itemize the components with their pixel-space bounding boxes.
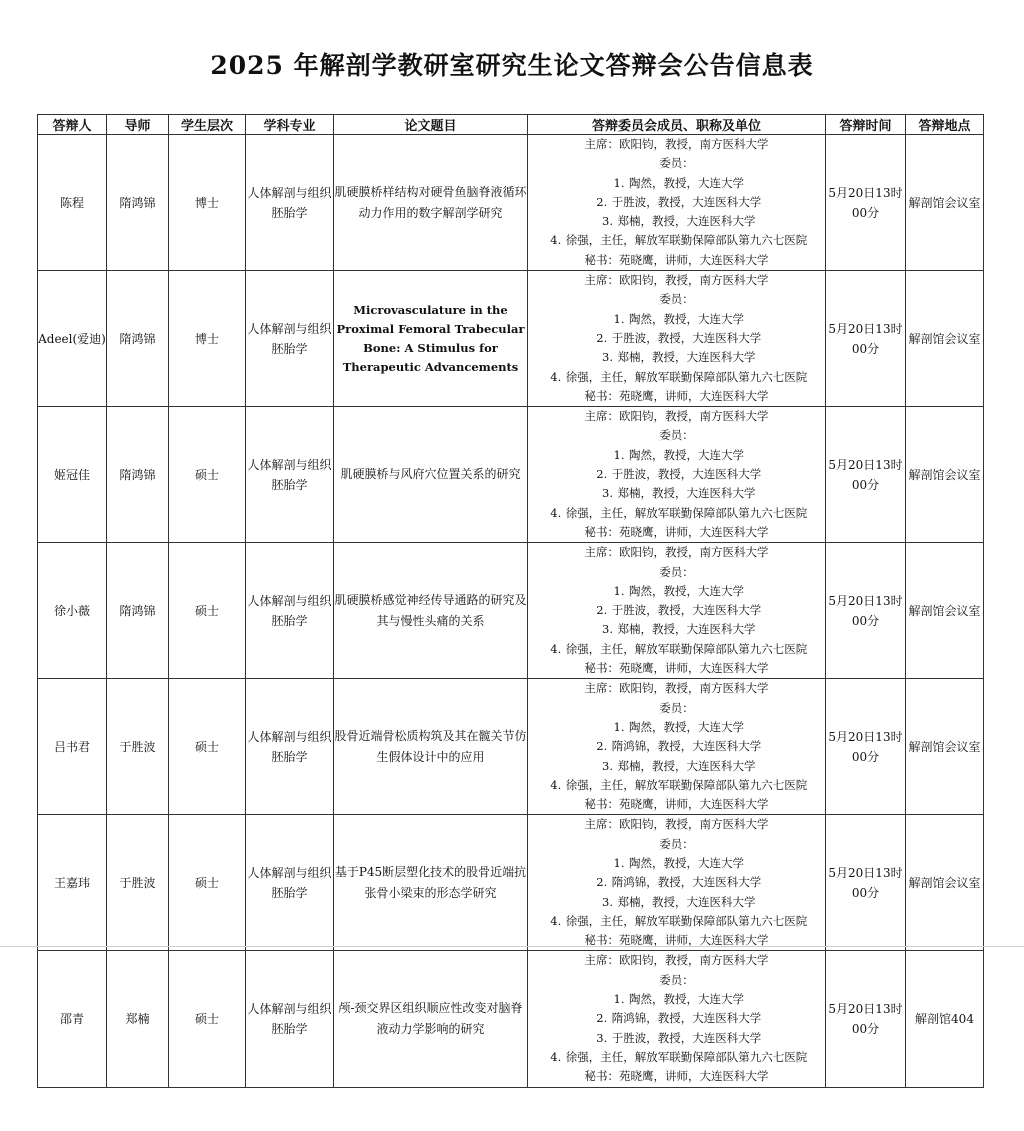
committee-secretary — [528, 251, 825, 270]
committee-cell — [528, 271, 826, 407]
table-row — [38, 135, 984, 271]
defense-time: 5月20日13时00分 — [826, 951, 906, 1087]
member-number: 3. — [602, 894, 613, 909]
committee-member-text: 陶然，教授，大连大学 — [629, 855, 744, 870]
committee-member — [528, 504, 825, 523]
member-number: 4. — [550, 913, 562, 928]
committee-member — [528, 193, 825, 212]
committee-secretary — [528, 387, 825, 406]
header-advisor: 导师 — [107, 115, 169, 135]
advisor-name: 隋鸿锦 — [107, 135, 169, 271]
committee-members-label-text: 委员： — [659, 836, 694, 851]
committee-member — [528, 348, 825, 367]
member-number: 3. — [602, 758, 613, 773]
defense-schedule-table — [37, 114, 984, 1088]
committee-members-label — [528, 290, 825, 309]
committee-member — [528, 757, 825, 776]
member-number: 3. — [602, 350, 613, 365]
committee-member-text: 陶然，教授，大连大学 — [629, 311, 744, 326]
table-row — [38, 271, 984, 407]
header-thesis: 论文题目 — [334, 115, 528, 135]
defense-place: 解剖馆会议室 — [906, 815, 984, 951]
member-number: 1. — [613, 992, 625, 1007]
committee-member-text: 郑楠，教授，大连医科大学 — [617, 894, 756, 909]
committee-members-label-text: 委员： — [659, 292, 694, 307]
committee-chair — [528, 135, 825, 154]
committee-chair-text: 主席：欧阳钧，教授，南方医科大学 — [584, 273, 769, 288]
table-row — [38, 543, 984, 679]
member-number: 4. — [550, 1049, 562, 1064]
committee-member — [528, 854, 825, 873]
header-place: 答辩地点 — [906, 115, 984, 135]
major: 人体解剖与组织胚胎学 — [246, 135, 334, 271]
table-body — [38, 135, 984, 1088]
student-level: 博士 — [169, 271, 246, 407]
defense-time: 5月20日13时00分 — [826, 271, 906, 407]
committee-members-label — [528, 971, 825, 990]
defender-name: Adeel(爱迪) — [38, 271, 107, 407]
member-number: 1. — [613, 175, 625, 190]
committee-chair — [528, 543, 825, 562]
defense-place: 解剖馆404 — [906, 951, 984, 1087]
committee-member — [528, 737, 825, 756]
committee-cell — [528, 407, 826, 543]
table-row — [38, 407, 984, 543]
committee-secretary-text: 秘书：苑晓鹰，讲师，大连医科大学 — [584, 933, 769, 948]
member-number: 4. — [550, 369, 562, 384]
committee-member-text: 隋鸿锦，教授，大连医科大学 — [611, 875, 762, 890]
defense-place: 解剖馆会议室 — [906, 135, 984, 271]
table-row — [38, 951, 984, 1087]
thesis-title: 肌硬膜桥与风府穴位置关系的研究 — [334, 407, 528, 543]
committee-member-text: 郑楠，教授，大连医科大学 — [617, 486, 756, 501]
committee-member-text: 徐强，主任，解放军联勤保障部队第九六七医院 — [565, 233, 808, 248]
thesis-title: 肌硬膜桥样结构对硬骨鱼脑脊液循环动力作用的数字解剖学研究 — [334, 135, 528, 271]
defense-place: 解剖馆会议室 — [906, 543, 984, 679]
committee-chair — [528, 407, 825, 426]
committee-member-text: 陶然，教授，大连大学 — [629, 447, 744, 462]
committee-members-label-text: 委员： — [659, 156, 694, 171]
committee-chair — [528, 679, 825, 698]
committee-secretary-text: 秘书：苑晓鹰，讲师，大连医科大学 — [584, 252, 769, 267]
committee-chair-text: 主席：欧阳钧，教授，南方医科大学 — [584, 681, 769, 696]
committee-member — [528, 310, 825, 329]
defense-time: 5月20日13时00分 — [826, 679, 906, 815]
committee-members-label-text: 委员： — [659, 564, 694, 579]
committee-members-label-text: 委员： — [659, 700, 694, 715]
table-row — [38, 679, 984, 815]
committee-member — [528, 893, 825, 912]
defense-place: 解剖馆会议室 — [906, 679, 984, 815]
committee-member-text: 于胜波，教授，大连医科大学 — [611, 467, 762, 482]
committee-member — [528, 620, 825, 639]
member-number: 2. — [596, 875, 608, 890]
major: 人体解剖与组织胚胎学 — [246, 679, 334, 815]
defense-time: 5月20日13时00分 — [826, 543, 906, 679]
committee-member-text: 郑楠，教授，大连医科大学 — [617, 622, 756, 637]
committee-secretary-text: 秘书：苑晓鹰，讲师，大连医科大学 — [584, 797, 769, 812]
committee-member-text: 郑楠，教授，大连医科大学 — [617, 350, 756, 365]
committee-member-text: 徐强，主任，解放军联勤保障部队第九六七医院 — [565, 777, 808, 792]
committee-chair — [528, 815, 825, 834]
committee-member — [528, 329, 825, 348]
defense-place: 解剖馆会议室 — [906, 271, 984, 407]
defender-name: 陈程 — [38, 135, 107, 271]
advisor-name: 隋鸿锦 — [107, 407, 169, 543]
member-number: 2. — [596, 330, 608, 345]
committee-members-label-text: 委员： — [659, 428, 694, 443]
defender-name: 邵青 — [38, 951, 107, 1087]
student-level: 硕士 — [169, 815, 246, 951]
committee-member-text: 郑楠，教授，大连医科大学 — [617, 214, 756, 229]
thesis-title: 颅-颈交界区组织顺应性改变对脑脊液动力学影响的研究 — [334, 951, 528, 1087]
advisor-name: 于胜波 — [107, 815, 169, 951]
committee-members-label — [528, 835, 825, 854]
committee-chair-text: 主席：欧阳钧，教授，南方医科大学 — [584, 817, 769, 832]
member-number: 1. — [613, 583, 625, 598]
defense-time: 5月20日13时00分 — [826, 407, 906, 543]
advisor-name: 于胜波 — [107, 679, 169, 815]
defender-name: 王嘉玮 — [38, 815, 107, 951]
committee-member — [528, 231, 825, 250]
committee-secretary — [528, 931, 825, 950]
member-number: 2. — [596, 603, 608, 618]
member-number: 1. — [613, 855, 625, 870]
advisor-name: 郑楠 — [107, 951, 169, 1087]
member-number: 2. — [596, 467, 608, 482]
committee-member — [528, 1048, 825, 1067]
thesis-title: 股骨近端骨松质构筑及其在髋关节仿生假体设计中的应用 — [334, 679, 528, 815]
defense-place: 解剖馆会议室 — [906, 407, 984, 543]
committee-cell — [528, 679, 826, 815]
committee-chair-text: 主席：欧阳钧，教授，南方医科大学 — [584, 409, 769, 424]
committee-member — [528, 601, 825, 620]
committee-cell — [528, 951, 826, 1087]
committee-member — [528, 776, 825, 795]
member-number: 4. — [550, 641, 562, 656]
committee-member-text: 陶然，教授，大连大学 — [629, 992, 744, 1007]
student-level: 硕士 — [169, 407, 246, 543]
defender-name: 姬冠佳 — [38, 407, 107, 543]
committee-chair — [528, 951, 825, 970]
committee-member — [528, 212, 825, 231]
committee-member-text: 隋鸿锦，教授，大连医科大学 — [611, 1011, 762, 1026]
header-level: 学生层次 — [169, 115, 246, 135]
member-number: 1. — [613, 311, 625, 326]
committee-chair-text: 主席：欧阳钧，教授，南方医科大学 — [584, 953, 769, 968]
defender-name: 吕书君 — [38, 679, 107, 815]
committee-secretary-text: 秘书：苑晓鹰，讲师，大连医科大学 — [584, 1069, 769, 1084]
committee-member-text: 徐强，主任，解放军联勤保障部队第九六七医院 — [565, 505, 808, 520]
header-major: 学科专业 — [246, 115, 334, 135]
member-number: 4. — [550, 233, 562, 248]
committee-chair — [528, 271, 825, 290]
committee-member — [528, 873, 825, 892]
committee-member-text: 于胜波，教授，大连医科大学 — [611, 1030, 762, 1045]
committee-member — [528, 990, 825, 1009]
defense-time: 5月20日13时00分 — [826, 135, 906, 271]
committee-member — [528, 1029, 825, 1048]
committee-member-text: 徐强，主任，解放军联勤保障部队第九六七医院 — [565, 369, 808, 384]
committee-members-label — [528, 563, 825, 582]
committee-member — [528, 174, 825, 193]
committee-member — [528, 912, 825, 931]
committee-members-label-text: 委员： — [659, 972, 694, 987]
header-committee: 答辩委员会成员、职称及单位 — [528, 115, 826, 135]
committee-member — [528, 465, 825, 484]
member-number: 3. — [602, 622, 613, 637]
header-defender: 答辩人 — [38, 115, 107, 135]
thesis-title: 肌硬膜桥感觉神经传导通路的研究及其与慢性头痛的关系 — [334, 543, 528, 679]
defender-name: 徐小薇 — [38, 543, 107, 679]
committee-member-text: 于胜波，教授，大连医科大学 — [611, 330, 762, 345]
student-level: 硕士 — [169, 951, 246, 1087]
major: 人体解剖与组织胚胎学 — [246, 271, 334, 407]
committee-secretary — [528, 1067, 825, 1086]
committee-chair-text: 主席：欧阳钧，教授，南方医科大学 — [584, 137, 769, 151]
committee-chair-text: 主席：欧阳钧，教授，南方医科大学 — [584, 545, 769, 560]
committee-member-text: 陶然，教授，大连大学 — [629, 719, 744, 734]
committee-members-label — [528, 154, 825, 173]
committee-secretary-text: 秘书：苑晓鹰，讲师，大连医科大学 — [584, 388, 769, 403]
member-number: 2. — [596, 194, 608, 209]
committee-member — [528, 640, 825, 659]
member-number: 2. — [596, 1011, 608, 1026]
committee-secretary-text: 秘书：苑晓鹰，讲师，大连医科大学 — [584, 524, 769, 539]
table-row — [38, 815, 984, 951]
committee-member-text: 于胜波，教授，大连医科大学 — [611, 194, 762, 209]
committee-member — [528, 446, 825, 465]
committee-member — [528, 484, 825, 503]
advisor-name: 隋鸿锦 — [107, 543, 169, 679]
committee-secretary-text: 秘书：苑晓鹰，讲师，大连医科大学 — [584, 661, 769, 676]
major: 人体解剖与组织胚胎学 — [246, 815, 334, 951]
committee-member-text: 于胜波，教授，大连医科大学 — [611, 603, 762, 618]
committee-member — [528, 582, 825, 601]
committee-member-text: 郑楠，教授，大连医科大学 — [617, 758, 756, 773]
header-time: 答辩时间 — [826, 115, 906, 135]
committee-member-text: 徐强，主任，解放军联勤保障部队第九六七医院 — [565, 641, 808, 656]
thesis-title: Microvasculature in the Proximal Femoral Trabecular Bone: A Stimulus for Therapeutic Advancements — [334, 271, 528, 407]
major: 人体解剖与组织胚胎学 — [246, 951, 334, 1087]
student-level: 硕士 — [169, 679, 246, 815]
committee-cell — [528, 543, 826, 679]
member-number: 3. — [596, 1030, 608, 1045]
student-level: 博士 — [169, 135, 246, 271]
committee-members-label — [528, 699, 825, 718]
header-row — [38, 115, 984, 135]
committee-member-text: 徐强，主任，解放军联勤保障部队第九六七医院 — [565, 913, 808, 928]
member-number: 1. — [613, 447, 625, 462]
committee-members-label — [528, 426, 825, 445]
committee-cell — [528, 815, 826, 951]
page-divider — [0, 946, 1024, 947]
student-level: 硕士 — [169, 543, 246, 679]
committee-secretary — [528, 523, 825, 542]
advisor-name: 隋鸿锦 — [107, 271, 169, 407]
member-number: 3. — [602, 214, 613, 229]
member-number: 4. — [550, 777, 562, 792]
member-number: 1. — [613, 719, 625, 734]
member-number: 3. — [602, 486, 613, 501]
major: 人体解剖与组织胚胎学 — [246, 543, 334, 679]
committee-cell — [528, 135, 826, 271]
committee-secretary — [528, 795, 825, 814]
committee-member — [528, 368, 825, 387]
committee-member-text: 徐强，主任，解放军联勤保障部队第九六七医院 — [565, 1049, 808, 1064]
member-number: 4. — [550, 505, 562, 520]
page-title: 2025 年解剖学教研室研究生论文答辩会公告信息表 — [210, 51, 814, 80]
major: 人体解剖与组织胚胎学 — [246, 407, 334, 543]
committee-member — [528, 1009, 825, 1028]
committee-member — [528, 718, 825, 737]
defense-time: 5月20日13时00分 — [826, 815, 906, 951]
member-number: 2. — [596, 739, 608, 754]
committee-member-text: 陶然，教授，大连大学 — [629, 175, 744, 190]
committee-member-text: 隋鸿锦，教授，大连医科大学 — [611, 739, 762, 754]
committee-member-text: 陶然，教授，大连大学 — [629, 583, 744, 598]
committee-secretary — [528, 659, 825, 678]
thesis-title: 基于P45断层塑化技术的股骨近端抗张骨小梁束的形态学研究 — [334, 815, 528, 951]
